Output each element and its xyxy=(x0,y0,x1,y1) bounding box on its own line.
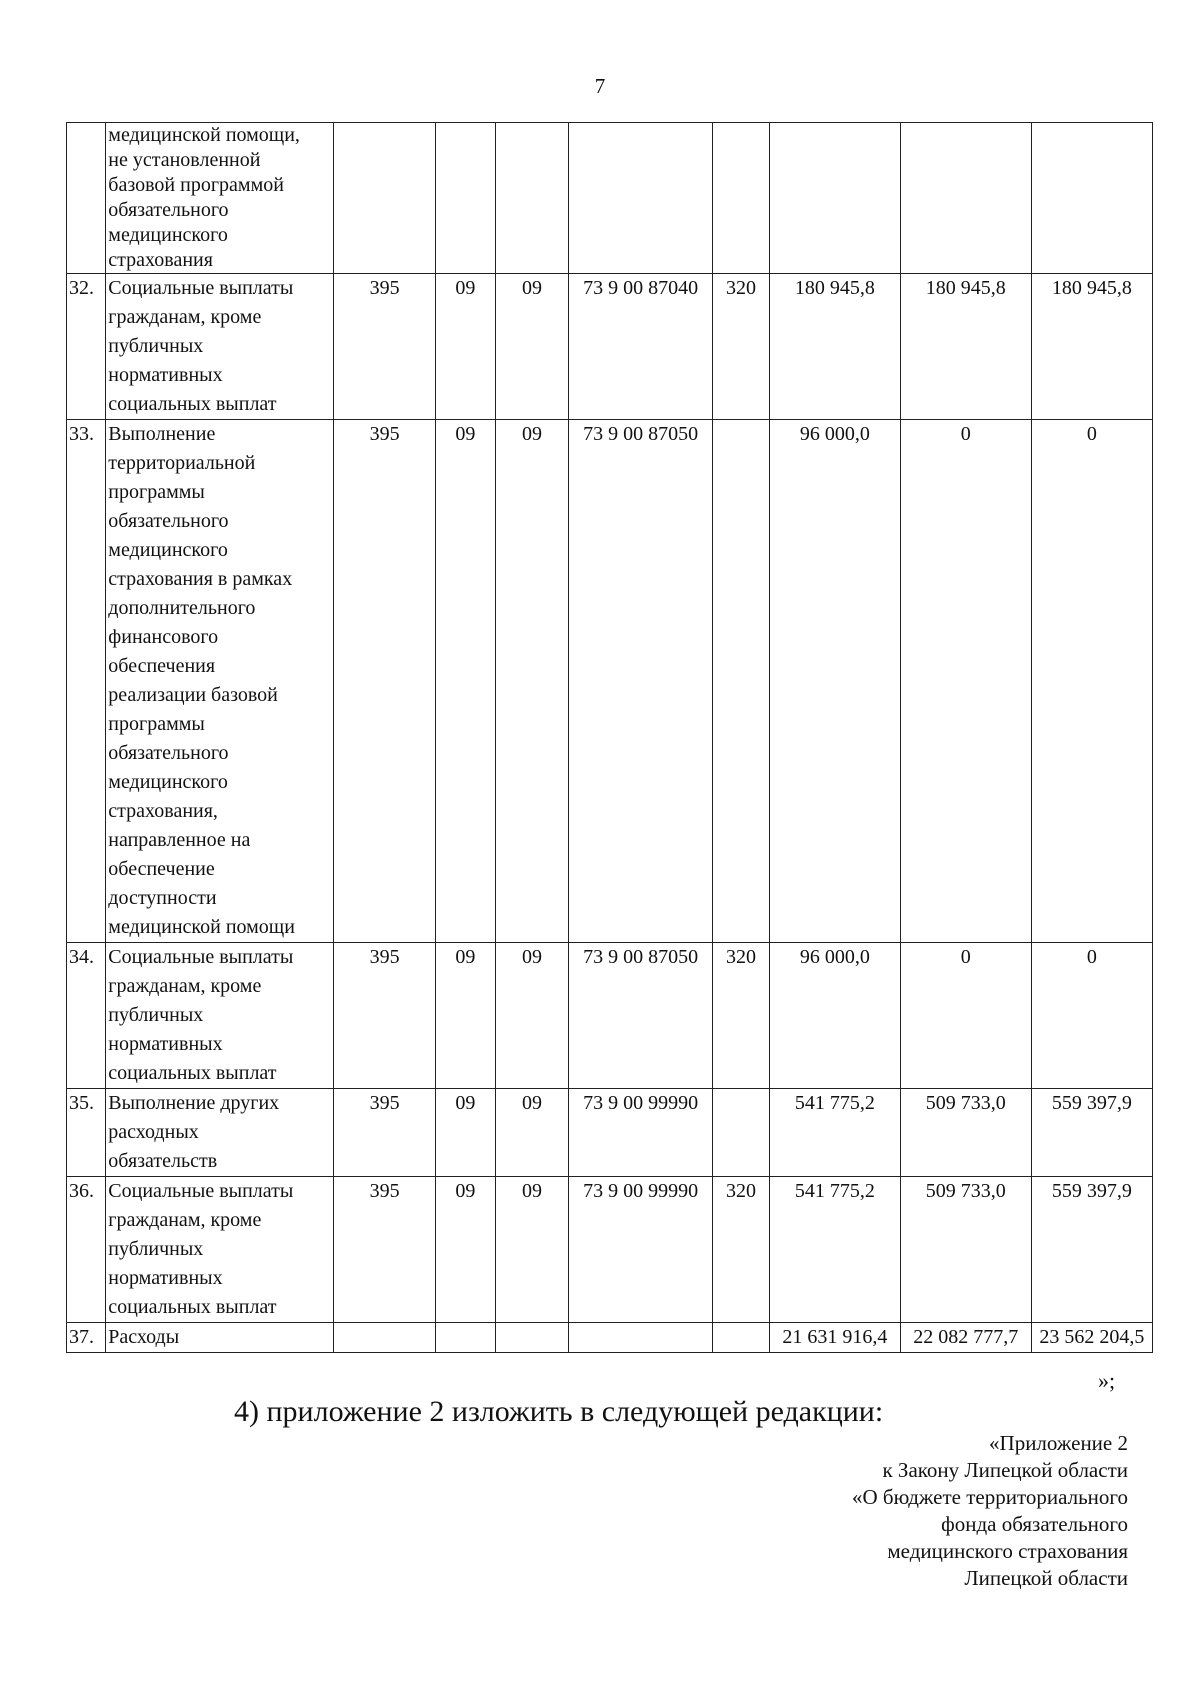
row-name-line: направленное на xyxy=(108,829,251,851)
empty-cell xyxy=(900,123,1031,274)
amount-year-3: 559 397,9 xyxy=(1031,1089,1152,1177)
annex-header-line: Липецкой области xyxy=(964,1566,1128,1590)
row-name-line: программы xyxy=(108,713,205,735)
subsection-code: 09 xyxy=(495,274,568,420)
amount-year-1: 96 000,0 xyxy=(769,943,900,1089)
empty-cell xyxy=(569,123,713,274)
table-row xyxy=(67,943,1153,1089)
section-code: 09 xyxy=(435,274,495,420)
budget-table xyxy=(66,122,1153,1353)
amount-year-1: 541 775,2 xyxy=(769,1177,900,1323)
row-name-line: социальных выплат xyxy=(108,1062,277,1084)
amount-year-3: 180 945,8 xyxy=(1031,274,1152,420)
row-name-line: обязательств xyxy=(108,1150,218,1172)
row-name-line: Выполнение других xyxy=(108,1092,280,1114)
target-article-code: 73 9 00 99990 xyxy=(569,1177,713,1323)
row-name-cell xyxy=(106,274,334,420)
row-name-line: медицинской помощи xyxy=(108,916,295,938)
subsection-code: 09 xyxy=(495,1177,568,1323)
empty-cell xyxy=(495,1323,568,1353)
total-year-1: 21 631 916,4 xyxy=(769,1323,900,1353)
expense-type-code: 320 xyxy=(713,943,770,1089)
row-number-cell xyxy=(67,123,106,274)
table-row xyxy=(67,420,1153,943)
amount-year-3: 0 xyxy=(1031,420,1152,943)
ved-code: 395 xyxy=(334,1177,436,1323)
target-article-code: 73 9 00 87040 xyxy=(569,274,713,420)
row-name-line: расходных xyxy=(108,1121,199,1143)
amendment-instruction: 4) приложение 2 изложить в следующей редакции: xyxy=(234,1395,884,1428)
row-name-line: нормативных xyxy=(108,364,223,386)
section-code: 09 xyxy=(435,1089,495,1177)
amount-year-3: 559 397,9 xyxy=(1031,1177,1152,1323)
row-name-line: гражданам, кроме xyxy=(108,306,262,328)
amount-year-2: 0 xyxy=(900,420,1031,943)
row-name-line: Социальные выплаты xyxy=(108,946,294,968)
annex-header-line: «О бюджете территориального xyxy=(852,1485,1128,1509)
amount-year-2: 509 733,0 xyxy=(900,1089,1031,1177)
annex-header xyxy=(852,1430,1128,1592)
table-row xyxy=(67,1089,1153,1177)
subsection-code: 09 xyxy=(495,1089,568,1177)
row-name-line: Социальные выплаты xyxy=(108,1180,294,1202)
section-code: 09 xyxy=(435,420,495,943)
expense-type-code: 320 xyxy=(713,274,770,420)
amount-year-2: 0 xyxy=(900,943,1031,1089)
row-name-line: финансового xyxy=(108,626,219,648)
target-article-code: 73 9 00 87050 xyxy=(569,420,713,943)
row-name-line: гражданам, кроме xyxy=(108,975,262,997)
empty-cell xyxy=(569,1323,713,1353)
amount-year-3: 0 xyxy=(1031,943,1152,1089)
amount-year-1: 96 000,0 xyxy=(769,420,900,943)
row-number: 35. xyxy=(67,1089,106,1177)
table-row xyxy=(67,274,1153,420)
empty-cell xyxy=(334,123,436,274)
annex-header-line: к Закону Липецкой области xyxy=(882,1458,1128,1482)
row-name-line: обязательного xyxy=(108,199,229,221)
empty-cell xyxy=(435,1323,495,1353)
amount-year-1: 180 945,8 xyxy=(769,274,900,420)
row-name-line: реализации базовой xyxy=(108,684,278,706)
row-name-line: социальных выплат xyxy=(108,393,277,415)
total-year-2: 22 082 777,7 xyxy=(900,1323,1031,1353)
ved-code: 395 xyxy=(334,420,436,943)
annex-header-line: медицинского страхования xyxy=(887,1539,1128,1563)
section-code: 09 xyxy=(435,943,495,1089)
row-number: 37. xyxy=(67,1323,106,1353)
amount-year-2: 180 945,8 xyxy=(900,274,1031,420)
expense-type-code: 320 xyxy=(713,1177,770,1323)
row-name-line: страхования, xyxy=(108,800,218,822)
ved-code: 395 xyxy=(334,274,436,420)
row-name-line: медицинского xyxy=(108,539,228,561)
row-name-line: не установленной xyxy=(108,149,261,171)
target-article-code: 73 9 00 87050 xyxy=(569,943,713,1089)
empty-cell xyxy=(1031,123,1152,274)
row-name-line: территориальной xyxy=(108,452,256,474)
total-year-3: 23 562 204,5 xyxy=(1031,1323,1152,1353)
row-name-line: медицинской помощи, xyxy=(108,124,300,146)
annex-header-line: фонда обязательного xyxy=(941,1512,1128,1536)
row-name-line: обязательного xyxy=(108,742,229,764)
empty-cell xyxy=(495,123,568,274)
empty-cell xyxy=(769,123,900,274)
row-name-line: дополнительного xyxy=(108,597,256,619)
row-name-line: Социальные выплаты xyxy=(108,277,294,299)
row-name-cell xyxy=(106,943,334,1089)
row-name-line: гражданам, кроме xyxy=(108,1209,262,1231)
row-name-cell xyxy=(106,1177,334,1323)
row-name-line: нормативных xyxy=(108,1267,223,1289)
row-name-line: публичных xyxy=(108,335,204,357)
row-name-cell xyxy=(106,123,334,274)
table-row-continuation xyxy=(67,123,1153,274)
ved-code: 395 xyxy=(334,943,436,1089)
page-number: 7 xyxy=(594,74,606,98)
empty-cell xyxy=(435,123,495,274)
row-name-line: медицинского xyxy=(108,224,228,246)
subsection-code: 09 xyxy=(495,420,568,943)
empty-cell xyxy=(713,1323,770,1353)
expense-type-code xyxy=(713,420,770,943)
row-name-line: публичных xyxy=(108,1238,204,1260)
row-name-line: доступности xyxy=(108,887,217,909)
row-number: 32. xyxy=(67,274,106,420)
ved-code: 395 xyxy=(334,1089,436,1177)
target-article-code: 73 9 00 99990 xyxy=(569,1089,713,1177)
row-number: 36. xyxy=(67,1177,106,1323)
row-name-line: обязательного xyxy=(108,510,229,532)
empty-cell xyxy=(334,1323,436,1353)
row-name-cell xyxy=(106,1089,334,1177)
row-name-line: страхования xyxy=(108,249,213,271)
table-row-total xyxy=(67,1323,1153,1353)
row-number: 33. xyxy=(67,420,106,943)
amount-year-2: 509 733,0 xyxy=(900,1177,1031,1323)
row-name-line: нормативных xyxy=(108,1033,223,1055)
annex-header-line: «Приложение 2 xyxy=(989,1431,1128,1455)
row-name-line: публичных xyxy=(108,1004,204,1026)
subsection-code: 09 xyxy=(495,943,568,1089)
row-name-line: медицинского xyxy=(108,771,228,793)
row-name-line: обеспечения xyxy=(108,655,216,677)
amount-year-1: 541 775,2 xyxy=(769,1089,900,1177)
section-code: 09 xyxy=(435,1177,495,1323)
row-name-line: базовой программой xyxy=(108,174,284,196)
row-name-line: обеспечение xyxy=(108,858,215,880)
total-label: Расходы xyxy=(106,1323,334,1353)
expense-type-code xyxy=(713,1089,770,1177)
closing-quote-mark: »; xyxy=(1098,1368,1116,1393)
row-name-cell xyxy=(106,420,334,943)
empty-cell xyxy=(713,123,770,274)
row-name-line: программы xyxy=(108,481,205,503)
table-row xyxy=(67,1177,1153,1323)
row-name-line: Выполнение xyxy=(108,423,216,445)
row-name-line: страхования в рамках xyxy=(108,568,293,590)
row-number: 34. xyxy=(67,943,106,1089)
row-name-line: социальных выплат xyxy=(108,1296,277,1318)
